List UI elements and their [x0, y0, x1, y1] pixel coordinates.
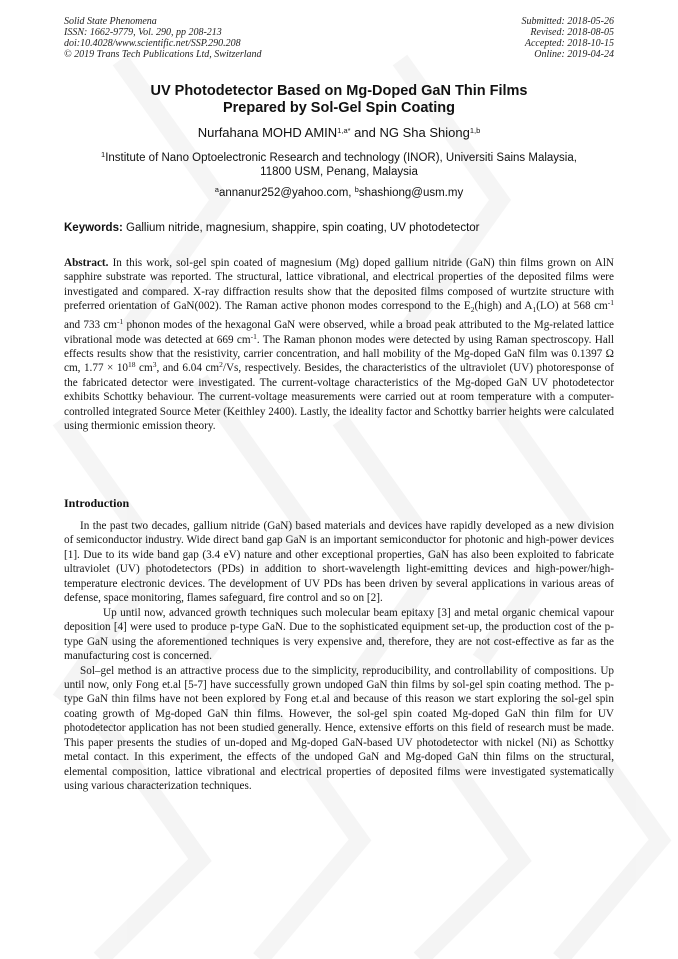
keywords-text: Gallium nitride, magnesium, shappire, spin coating, UV photodetector — [126, 222, 480, 234]
intro-paragraph-1: In the past two decades, gallium nitride (GaN) based materials and devices have rapidly developed as a new division of semiconductor industry. Wide direct band gap GaN is an important semiconductor for photonic and high-power devices [1]. Due to its wide band gap (3.4 eV) nature and other exceptional properties, GaN has also been exploited to fabricate ultraviolet (UV) photodetectors (PDs) in addition to short-wavelength light-emitting devices and high-power/high-temperature electronic devices. The development of UV PDs has been driven by several applications in various areas of defense, space monitoring, flames safeguard, fire control and so on [2]. — [64, 520, 614, 605]
author-1: Nurfahana MOHD AMIN — [197, 125, 338, 140]
abstract-sub: 2 — [470, 305, 475, 315]
abstract-label: Abstract. — [64, 257, 109, 269]
abstract-sup: 18 — [128, 360, 136, 370]
abstract-text: . The Raman phonon modes were detected by using Raman spectroscopy. Hall effects results show that the resistivity, carrier concentration, and hall mobility of the Mg-doped GaN film was 0.1397 Ω cm, 1.77 × 10 — [64, 333, 614, 375]
doi-info: doi:10.4028/www.scientific.net/SSP.290.208 — [64, 38, 241, 49]
author-1-sup: 1,a* — [337, 126, 351, 135]
abstract-text: In this work, sol-gel spin coated of magnesium (Mg) doped gallium nitride (GaN) thin films grown on AlN sapphire substrate was reported. The structural, lattice vibrational, and electrical properties of the deposited films were investigated and compared. X-ray diffraction results show that the deposited films composed of wurtzite structure with preferred orientation of GaN(002). The Raman active phonon modes correspond to the E — [64, 257, 615, 313]
affiliation-line-1: Institute of Nano Optoelectronic Research and technology (INOR), Universiti Sains Malaysia, — [105, 152, 577, 164]
author-joiner: and — [350, 125, 380, 140]
copyright-info: © 2019 Trans Tech Publications Ltd, Switzerland — [64, 49, 262, 60]
email-a-sup: a — [214, 185, 219, 194]
introduction-heading: Introduction — [64, 496, 130, 510]
title-line-1: UV Photodetector Based on Mg-Doped GaN Thin Films — [150, 83, 528, 99]
abstract-sup: 3 — [152, 360, 157, 370]
abstract-sup: -1 — [607, 298, 614, 308]
keywords — [64, 221, 614, 235]
online-date: Online: 2019-04-24 — [534, 49, 614, 60]
affiliation — [60, 151, 618, 179]
abstract-sup: -1 — [250, 331, 257, 341]
journal-name: Solid State Phenomena — [64, 16, 157, 27]
revised-date: Revised: 2018-08-05 — [530, 27, 614, 38]
affiliation-line-2: 11800 USM, Penang, Malaysia — [260, 166, 418, 178]
issn-info: ISSN: 1662-9779, Vol. 290, pp 208-213 — [64, 27, 222, 38]
abstract-sup: -1 — [117, 317, 124, 327]
author-emails — [40, 186, 638, 200]
abstract-text: (high) and A — [474, 300, 533, 313]
abstract-text: phonon modes of the hexagonal GaN were observed, while a broad peak attributed to the Mg-related lattice vibrational mode was detected at 669 cm — [64, 319, 614, 346]
abstract-sub: 1 — [532, 305, 537, 315]
abstract-text: (LO) at 568 cm — [536, 300, 608, 313]
email-a: annanur252@yahoo.com, — [218, 187, 352, 199]
abstract-text: , and 6.04 cm — [156, 362, 220, 375]
paper-title — [40, 83, 638, 117]
abstract — [64, 256, 614, 434]
abstract-text: cm — [135, 362, 153, 375]
submitted-date: Submitted: 2018-05-26 — [521, 16, 614, 27]
keywords-label: Keywords: — [64, 222, 123, 234]
journal-info — [64, 16, 262, 60]
title-line-2: Prepared by Sol-Gel Spin Coating — [222, 100, 456, 116]
author-2-sup: 1,b — [469, 126, 481, 135]
author-2: NG Sha Shiong — [379, 125, 470, 140]
intro-paragraph-3: Sol–gel method is an attractive process due to the simplicity, reproducibility, and controllability of compositions. Up until now, only Fong et.al [5-7] have successfully grown undoped GaN thin films by sol-gel spin coating method. The p-type GaN thin films have not been explored by Fong et.al and because of this reason we start exploring the sol-gel spin coating growth of Mg-doped GaN thin films. However, the sol-gel spin coated Mg-doped GaN thin film for UV photodetector application has not been studied generally. Hence, extensive efforts on this field of research must be made. This paper presents the studies of un-doped and Mg-doped GaN-based UV photodetector with nickel (Ni) as Schottky metal contact. In this experiment, the effects of the undoped GaN and Mg-doped GaN thin films on the structural, elemental composition, lattice vibrational and electrical properties of deposited films were investigated systematically using various characterization techniques. — [64, 664, 614, 793]
introduction-body — [64, 519, 614, 794]
abstract-text: and 733 cm — [64, 319, 117, 332]
abstract-text: /Vs, respectively. Besides, the characteristics of the ultraviolet (UV) photoresponse of the fabricated detector were investigated. The current-voltage characteristics of the Mg-doped GaN UV photodetector exhibits Schottky behaviour. The current-voltage measurements were carried out at room temperature with a computer-controlled integrated Source Meter (Keithley 2400). Lastly, the ideality factor and Schottky barrier heights were calculated using thermionic emission theory. — [64, 362, 614, 433]
email-b: shashiong@usm.my — [358, 187, 464, 199]
publication-dates — [522, 16, 615, 60]
email-b-sup: b — [354, 185, 359, 194]
accepted-date: Accepted: 2018-10-15 — [524, 38, 614, 49]
abstract-sup: 2 — [219, 360, 223, 370]
intro-paragraph-2: Up until now, advanced growth techniques such molecular beam epitaxy [3] and metal organic chemical vapour deposition [4] were used to produce p-type GaN. Due to the sophisticated equipment set-up, the production cost of the p-type GaN using the aforementioned techniques is very expensive and, therefore, they are not cost-effective as far as the manufacturing cost is concerned. — [64, 606, 614, 663]
affiliation-sup: 1 — [101, 150, 106, 159]
author-list — [40, 125, 638, 140]
